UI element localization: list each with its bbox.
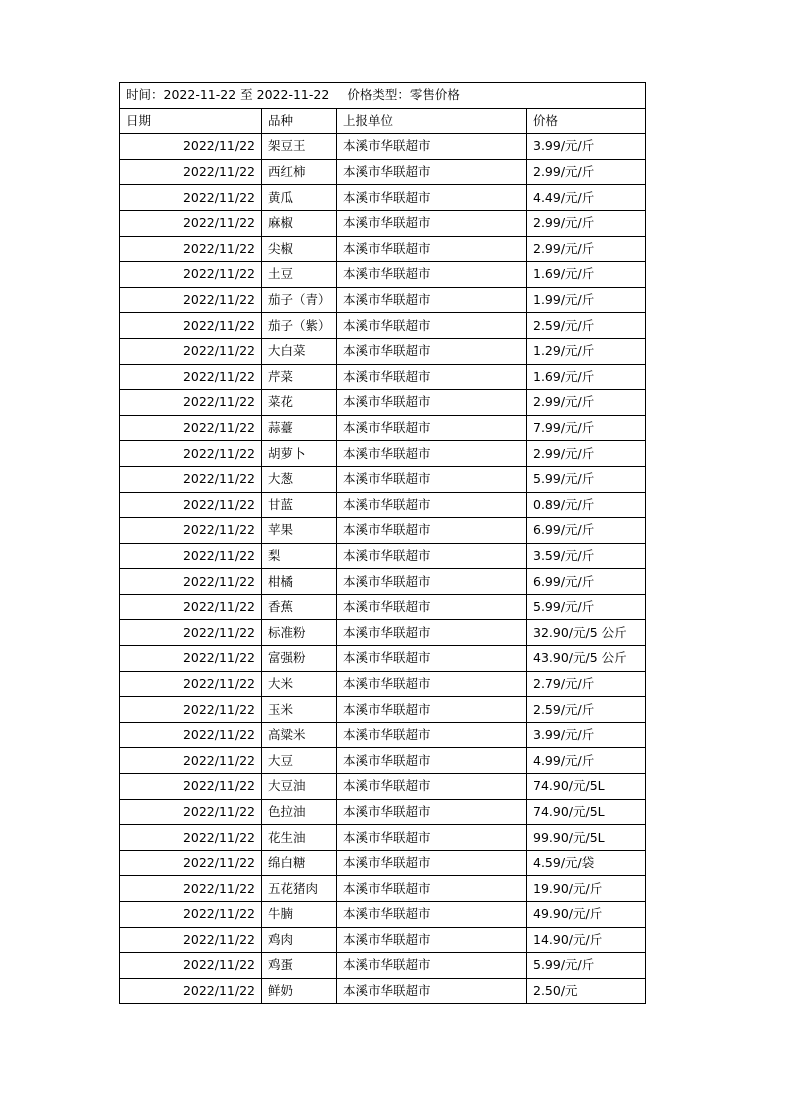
table-row xyxy=(120,594,646,620)
cell-price: 4.59/元/袋 xyxy=(527,850,646,876)
cell-price: 0.89/元/斤 xyxy=(527,492,646,518)
column-header-price: 价格 xyxy=(527,108,646,134)
table-row xyxy=(120,466,646,492)
cell-price: 2.59/元/斤 xyxy=(527,697,646,723)
cell-price: 43.90/元/5 公斤 xyxy=(527,646,646,672)
table-row xyxy=(120,390,646,416)
table-row xyxy=(120,774,646,800)
cell-unit: 本溪市华联超市 xyxy=(337,902,527,928)
cell-item: 西红柿 xyxy=(262,159,337,185)
cell-date: 2022/11/22 xyxy=(120,594,262,620)
cell-unit: 本溪市华联超市 xyxy=(337,748,527,774)
cell-unit: 本溪市华联超市 xyxy=(337,620,527,646)
cell-item: 花生油 xyxy=(262,825,337,851)
cell-item: 梨 xyxy=(262,543,337,569)
cell-unit: 本溪市华联超市 xyxy=(337,594,527,620)
cell-price: 2.99/元/斤 xyxy=(527,236,646,262)
cell-date: 2022/11/22 xyxy=(120,902,262,928)
price-table xyxy=(119,82,646,1004)
cell-price: 74.90/元/5L xyxy=(527,774,646,800)
cell-unit: 本溪市华联超市 xyxy=(337,646,527,672)
cell-item: 麻椒 xyxy=(262,210,337,236)
cell-item: 架豆王 xyxy=(262,134,337,160)
table-row xyxy=(120,338,646,364)
cell-item: 甘蓝 xyxy=(262,492,337,518)
cell-unit: 本溪市华联超市 xyxy=(337,569,527,595)
cell-unit: 本溪市华联超市 xyxy=(337,953,527,979)
cell-price: 6.99/元/斤 xyxy=(527,569,646,595)
cell-date: 2022/11/22 xyxy=(120,697,262,723)
table-row xyxy=(120,364,646,390)
cell-item: 茄子（青） xyxy=(262,287,337,313)
cell-price: 1.69/元/斤 xyxy=(527,262,646,288)
cell-date: 2022/11/22 xyxy=(120,646,262,672)
cell-unit: 本溪市华联超市 xyxy=(337,185,527,211)
cell-unit: 本溪市华联超市 xyxy=(337,415,527,441)
cell-unit: 本溪市华联超市 xyxy=(337,466,527,492)
cell-price: 4.99/元/斤 xyxy=(527,748,646,774)
cell-date: 2022/11/22 xyxy=(120,210,262,236)
table-row xyxy=(120,825,646,851)
cell-unit: 本溪市华联超市 xyxy=(337,338,527,364)
cell-price: 5.99/元/斤 xyxy=(527,466,646,492)
cell-item: 大米 xyxy=(262,671,337,697)
cell-unit: 本溪市华联超市 xyxy=(337,441,527,467)
cell-date: 2022/11/22 xyxy=(120,927,262,953)
cell-unit: 本溪市华联超市 xyxy=(337,825,527,851)
cell-price: 1.29/元/斤 xyxy=(527,338,646,364)
cell-price: 2.99/元/斤 xyxy=(527,210,646,236)
cell-item: 大豆油 xyxy=(262,774,337,800)
cell-date: 2022/11/22 xyxy=(120,262,262,288)
table-row xyxy=(120,159,646,185)
table-row xyxy=(120,236,646,262)
cell-item: 尖椒 xyxy=(262,236,337,262)
cell-item: 标准粉 xyxy=(262,620,337,646)
column-header-date: 日期 xyxy=(120,108,262,134)
cell-unit: 本溪市华联超市 xyxy=(337,390,527,416)
table-row xyxy=(120,722,646,748)
time-label: 时间： xyxy=(126,87,164,103)
cell-date: 2022/11/22 xyxy=(120,159,262,185)
table-row xyxy=(120,697,646,723)
cell-date: 2022/11/22 xyxy=(120,850,262,876)
table-row xyxy=(120,313,646,339)
cell-item: 富强粉 xyxy=(262,646,337,672)
cell-date: 2022/11/22 xyxy=(120,748,262,774)
table-row xyxy=(120,902,646,928)
cell-unit: 本溪市华联超市 xyxy=(337,697,527,723)
table-row xyxy=(120,441,646,467)
cell-price: 2.99/元/斤 xyxy=(527,390,646,416)
cell-price: 2.99/元/斤 xyxy=(527,441,646,467)
cell-item: 胡萝卜 xyxy=(262,441,337,467)
cell-date: 2022/11/22 xyxy=(120,313,262,339)
table-row xyxy=(120,876,646,902)
table-row xyxy=(120,671,646,697)
cell-unit: 本溪市华联超市 xyxy=(337,364,527,390)
cell-item: 苹果 xyxy=(262,518,337,544)
cell-item: 土豆 xyxy=(262,262,337,288)
cell-item: 鸡蛋 xyxy=(262,953,337,979)
cell-price: 99.90/元/5L xyxy=(527,825,646,851)
cell-unit: 本溪市华联超市 xyxy=(337,978,527,1004)
cell-price: 32.90/元/5 公斤 xyxy=(527,620,646,646)
cell-unit: 本溪市华联超市 xyxy=(337,543,527,569)
cell-unit: 本溪市华联超市 xyxy=(337,876,527,902)
cell-price: 14.90/元/斤 xyxy=(527,927,646,953)
table-row xyxy=(120,134,646,160)
cell-price: 2.50/元 xyxy=(527,978,646,1004)
table-row xyxy=(120,569,646,595)
table-row xyxy=(120,543,646,569)
cell-unit: 本溪市华联超市 xyxy=(337,210,527,236)
cell-date: 2022/11/22 xyxy=(120,364,262,390)
cell-price: 2.99/元/斤 xyxy=(527,159,646,185)
cell-price: 3.99/元/斤 xyxy=(527,134,646,160)
cell-unit: 本溪市华联超市 xyxy=(337,722,527,748)
cell-item: 鸡肉 xyxy=(262,927,337,953)
cell-date: 2022/11/22 xyxy=(120,518,262,544)
cell-unit: 本溪市华联超市 xyxy=(337,518,527,544)
time-to: 2022-11-22 xyxy=(256,87,330,103)
cell-unit: 本溪市华联超市 xyxy=(337,287,527,313)
table-row xyxy=(120,518,646,544)
cell-date: 2022/11/22 xyxy=(120,671,262,697)
cell-price: 1.99/元/斤 xyxy=(527,287,646,313)
cell-date: 2022/11/22 xyxy=(120,825,262,851)
cell-unit: 本溪市华联超市 xyxy=(337,492,527,518)
cell-date: 2022/11/22 xyxy=(120,569,262,595)
table-row xyxy=(120,620,646,646)
table-row xyxy=(120,262,646,288)
cell-date: 2022/11/22 xyxy=(120,415,262,441)
time-from: 2022-11-22 xyxy=(163,87,237,103)
cell-unit: 本溪市华联超市 xyxy=(337,313,527,339)
cell-item: 五花猪肉 xyxy=(262,876,337,902)
column-header-row xyxy=(120,108,646,134)
cell-date: 2022/11/22 xyxy=(120,953,262,979)
cell-item: 菜花 xyxy=(262,390,337,416)
cell-date: 2022/11/22 xyxy=(120,876,262,902)
cell-date: 2022/11/22 xyxy=(120,441,262,467)
price-type-value: 零售价格 xyxy=(409,87,460,103)
cell-date: 2022/11/22 xyxy=(120,774,262,800)
cell-item: 鲜奶 xyxy=(262,978,337,1004)
cell-date: 2022/11/22 xyxy=(120,722,262,748)
table-caption-row xyxy=(120,83,646,109)
cell-date: 2022/11/22 xyxy=(120,134,262,160)
cell-price: 49.90/元/斤 xyxy=(527,902,646,928)
cell-unit: 本溪市华联超市 xyxy=(337,236,527,262)
cell-item: 茄子（紫） xyxy=(262,313,337,339)
cell-price: 19.90/元/斤 xyxy=(527,876,646,902)
cell-item: 牛腩 xyxy=(262,902,337,928)
cell-price: 74.90/元/5L xyxy=(527,799,646,825)
cell-item: 大豆 xyxy=(262,748,337,774)
cell-item: 高粱米 xyxy=(262,722,337,748)
cell-price: 7.99/元/斤 xyxy=(527,415,646,441)
cell-price: 2.59/元/斤 xyxy=(527,313,646,339)
table-row xyxy=(120,748,646,774)
table-row xyxy=(120,978,646,1004)
table-body xyxy=(120,134,646,1004)
cell-item: 玉米 xyxy=(262,697,337,723)
price-type-label: 价格类型： xyxy=(347,87,410,103)
table-row xyxy=(120,210,646,236)
cell-item: 黄瓜 xyxy=(262,185,337,211)
cell-date: 2022/11/22 xyxy=(120,185,262,211)
cell-unit: 本溪市华联超市 xyxy=(337,799,527,825)
cell-date: 2022/11/22 xyxy=(120,466,262,492)
column-header-unit: 上报单位 xyxy=(337,108,527,134)
cell-price: 5.99/元/斤 xyxy=(527,594,646,620)
table-row xyxy=(120,185,646,211)
cell-date: 2022/11/22 xyxy=(120,799,262,825)
time-separator: 至 xyxy=(240,87,253,103)
column-header-item: 品种 xyxy=(262,108,337,134)
cell-price: 1.69/元/斤 xyxy=(527,364,646,390)
cell-date: 2022/11/22 xyxy=(120,338,262,364)
cell-date: 2022/11/22 xyxy=(120,236,262,262)
cell-item: 柑橘 xyxy=(262,569,337,595)
cell-unit: 本溪市华联超市 xyxy=(337,159,527,185)
cell-item: 香蕉 xyxy=(262,594,337,620)
cell-unit: 本溪市华联超市 xyxy=(337,671,527,697)
cell-price: 4.49/元/斤 xyxy=(527,185,646,211)
table-caption xyxy=(120,83,646,109)
cell-date: 2022/11/22 xyxy=(120,287,262,313)
table-row xyxy=(120,415,646,441)
cell-date: 2022/11/22 xyxy=(120,543,262,569)
cell-item: 芹菜 xyxy=(262,364,337,390)
cell-unit: 本溪市华联超市 xyxy=(337,850,527,876)
cell-date: 2022/11/22 xyxy=(120,492,262,518)
cell-price: 6.99/元/斤 xyxy=(527,518,646,544)
cell-date: 2022/11/22 xyxy=(120,978,262,1004)
table-row xyxy=(120,492,646,518)
cell-item: 大白菜 xyxy=(262,338,337,364)
cell-date: 2022/11/22 xyxy=(120,390,262,416)
cell-unit: 本溪市华联超市 xyxy=(337,927,527,953)
table-row xyxy=(120,799,646,825)
table-row xyxy=(120,287,646,313)
cell-price: 3.59/元/斤 xyxy=(527,543,646,569)
table-row xyxy=(120,646,646,672)
cell-price: 2.79/元/斤 xyxy=(527,671,646,697)
cell-price: 3.99/元/斤 xyxy=(527,722,646,748)
table-row xyxy=(120,927,646,953)
cell-unit: 本溪市华联超市 xyxy=(337,134,527,160)
table-row xyxy=(120,850,646,876)
table-row xyxy=(120,953,646,979)
cell-price: 5.99/元/斤 xyxy=(527,953,646,979)
cell-item: 蒜薹 xyxy=(262,415,337,441)
cell-item: 大葱 xyxy=(262,466,337,492)
cell-unit: 本溪市华联超市 xyxy=(337,262,527,288)
cell-date: 2022/11/22 xyxy=(120,620,262,646)
cell-item: 色拉油 xyxy=(262,799,337,825)
cell-item: 绵白糖 xyxy=(262,850,337,876)
cell-unit: 本溪市华联超市 xyxy=(337,774,527,800)
